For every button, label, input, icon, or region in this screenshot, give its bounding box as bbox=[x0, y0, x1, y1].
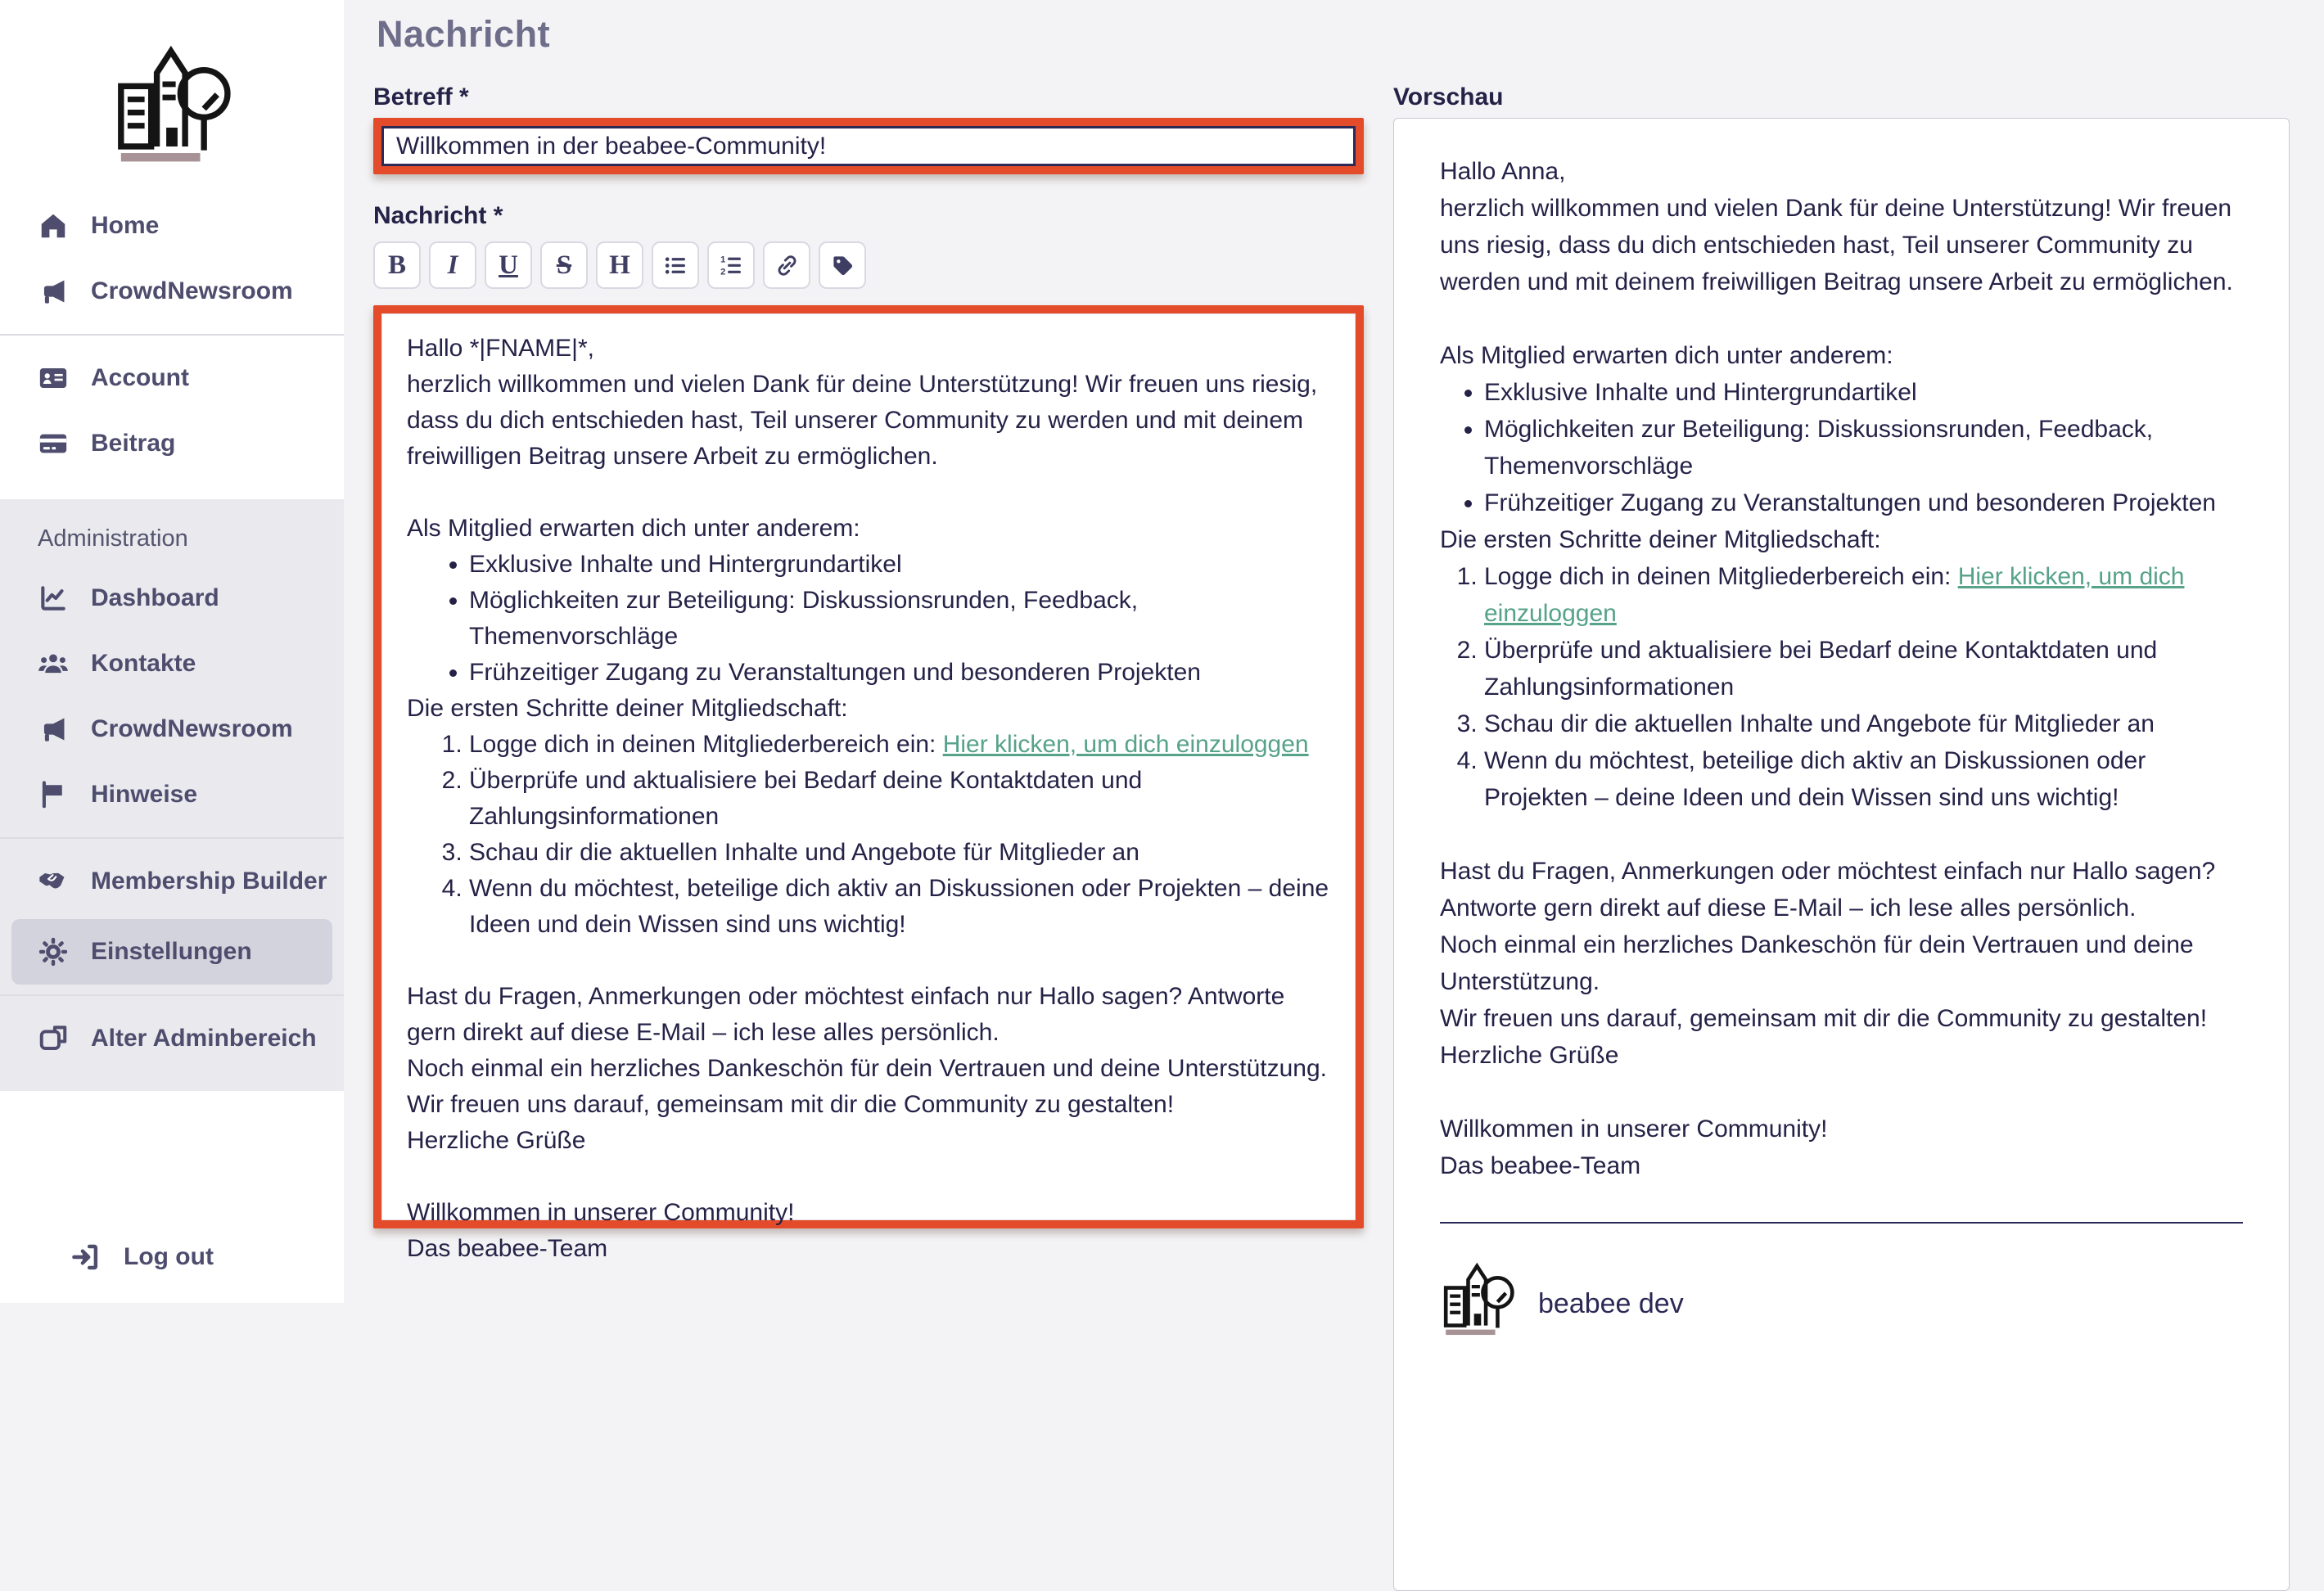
list-item bbox=[1484, 485, 2243, 521]
message-paragraph: Herzliche Grüße bbox=[1440, 1042, 1619, 1069]
sidebar-item-label: Kontakte bbox=[91, 650, 196, 677]
message-paragraph: Wir freuen uns darauf, gemeinsam mit dir die Community zu gestalten! bbox=[1440, 1005, 2208, 1032]
admin-section-label: Administration bbox=[38, 525, 188, 552]
preview-footer-divider bbox=[1440, 1222, 2243, 1224]
page-title: Nachricht bbox=[377, 13, 551, 55]
preview-card bbox=[1393, 118, 2290, 1591]
sidebar-item-einstellungen[interactable] bbox=[11, 919, 332, 985]
message-paragraph: Hast du Fragen, Anmerkungen oder möchtest einfach nur Hallo sagen? Antworte gern direkt auf diese E-Mail – ich lese alles persönlich. bbox=[407, 983, 1285, 1046]
bold-button[interactable] bbox=[373, 241, 421, 289]
chart-line-icon bbox=[38, 583, 69, 614]
list-item-text: Möglichkeiten zur Beteiligung: Diskussionsrunden, Feedback, Themenvorschläge bbox=[1484, 416, 2154, 480]
flag-icon bbox=[38, 779, 69, 810]
list-item bbox=[1484, 374, 2243, 411]
blank-line bbox=[407, 475, 1330, 511]
strikethrough-icon: S bbox=[556, 250, 572, 280]
sidebar bbox=[0, 0, 344, 1303]
sidebar-divider bbox=[0, 837, 344, 839]
tag-icon bbox=[830, 253, 855, 278]
list-item-text: Frühzeitiger Zugang zu Veranstaltungen und besonderen Projekten bbox=[469, 659, 1201, 686]
list-item bbox=[1484, 411, 2243, 485]
users-icon bbox=[38, 648, 69, 679]
admin-section bbox=[0, 499, 344, 1091]
sidebar-item-label: CrowdNewsroom bbox=[91, 715, 293, 742]
megaphone-icon bbox=[38, 276, 69, 307]
underline-button[interactable] bbox=[485, 241, 532, 289]
list-item-text: Schau dir die aktuellen Inhalte und Angebote für Mitglieder an bbox=[469, 839, 1139, 866]
sidebar-item-label: Account bbox=[91, 364, 189, 391]
message-paragraph: Noch einmal ein herzliches Dankeschön für dein Vertrauen und deine Unterstützung. bbox=[1440, 931, 2194, 995]
list-item-text: Logge dich in deinen Mitgliederbereich ein: bbox=[469, 731, 943, 758]
sidebar-item-label: Log out bbox=[124, 1243, 214, 1270]
list-item-text: Wenn du möchtest, beteilige dich aktiv an Diskussionen oder Projekten – deine Ideen und dein Wissen sind uns wichtig! bbox=[1484, 747, 2146, 811]
credit-card-icon bbox=[38, 428, 69, 459]
heading-icon: H bbox=[609, 250, 630, 280]
list-item-text: Überprüfe und aktualisiere bei Bedarf deine Kontaktdaten und Zahlungsinformationen bbox=[469, 767, 1143, 830]
list-item bbox=[1484, 742, 2243, 816]
message-editor[interactable] bbox=[381, 313, 1356, 1262]
sidebar-divider bbox=[0, 994, 344, 996]
list-item-text: Überprüfe und aktualisiere bei Bedarf deine Kontaktdaten und Zahlungsinformationen bbox=[1484, 637, 2158, 701]
list-ul-button[interactable] bbox=[652, 241, 699, 289]
list-item-text: Möglichkeiten zur Beteiligung: Diskussionsrunden, Feedback, Themenvorschläge bbox=[469, 587, 1139, 650]
sidebar-item-label: Hinweise bbox=[91, 781, 198, 808]
message-greeting: Hallo Anna, bbox=[1440, 158, 1566, 185]
list-ul-icon bbox=[663, 253, 688, 278]
sidebar-item-account[interactable] bbox=[0, 345, 344, 411]
sidebar-item-beitrag[interactable] bbox=[0, 411, 344, 476]
message-highlight-ring bbox=[373, 305, 1364, 1262]
sidebar-item-home[interactable] bbox=[0, 193, 344, 259]
link-button[interactable] bbox=[763, 241, 810, 289]
list-ol-button[interactable] bbox=[707, 241, 755, 289]
login-link[interactable]: Hier klicken, um dich einzuloggen bbox=[1484, 563, 2185, 627]
megaphone-icon bbox=[38, 714, 69, 745]
italic-icon: I bbox=[447, 250, 458, 280]
message-paragraph: Herzliche Grüße bbox=[407, 1127, 586, 1154]
bullet-list bbox=[1440, 374, 2243, 521]
subject-highlight-ring bbox=[373, 118, 1364, 174]
sidebar-item-hinweise[interactable] bbox=[0, 762, 344, 827]
list-item bbox=[469, 871, 1330, 943]
sidebar-item-membership-builder[interactable] bbox=[0, 849, 344, 914]
list-ol-icon bbox=[719, 253, 744, 278]
blank-line bbox=[407, 943, 1330, 979]
bullet-list bbox=[407, 547, 1330, 691]
underline-icon: U bbox=[499, 250, 518, 280]
list-item bbox=[469, 583, 1330, 655]
message-greeting: Hallo *|FNAME|*, bbox=[407, 335, 594, 362]
list-item-text: Schau dir die aktuellen Inhalte und Angebote für Mitglieder an bbox=[1484, 710, 2155, 737]
sidebar-item-label: Home bbox=[91, 212, 160, 239]
sidebar-divider bbox=[0, 334, 344, 336]
blank-line bbox=[1440, 816, 2243, 853]
preview-column bbox=[1393, 0, 2290, 1319]
message-paragraph: Willkommen in unserer Community! bbox=[407, 1199, 795, 1226]
tag-button[interactable] bbox=[819, 241, 866, 289]
sidebar-item-label: Dashboard bbox=[91, 584, 219, 611]
sidebar-item-alter-adminbereich[interactable] bbox=[0, 1006, 344, 1071]
id-card-icon bbox=[38, 363, 69, 394]
sidebar-item-dashboard[interactable] bbox=[0, 566, 344, 631]
numbered-list bbox=[1440, 558, 2243, 816]
beabee-logo bbox=[111, 41, 232, 165]
main-content bbox=[344, 0, 2324, 1319]
message-paragraph: Hast du Fragen, Anmerkungen oder möchtest einfach nur Hallo sagen? Antworte gern direkt auf diese E-Mail – ich lese alles persönlich. bbox=[1440, 858, 2216, 922]
sign-out-icon bbox=[70, 1242, 102, 1273]
list-item-text: Wenn du möchtest, beteilige dich aktiv an Diskussionen oder Projekten – deine Ideen und dein Wissen sind uns wichtig! bbox=[469, 875, 1329, 938]
svg-text:1: 1 bbox=[720, 255, 725, 265]
handshake-icon bbox=[38, 866, 69, 897]
door-icon bbox=[38, 1023, 69, 1054]
heading-button[interactable] bbox=[596, 241, 643, 289]
list-item-text: Exklusive Inhalte und Hintergrundartikel bbox=[1484, 379, 1917, 406]
svg-text:2: 2 bbox=[720, 267, 725, 277]
message-paragraph: herzlich willkommen und vielen Dank für deine Unterstützung! Wir freuen uns riesig, dass du dich entschieden hast, Teil unserer Community zu werden und mit deinem freiwilligen Beitrag unsere Arbeit zu ermöglichen. bbox=[407, 371, 1318, 470]
list-item bbox=[469, 547, 1330, 583]
sidebar-item-label: Membership Builder bbox=[91, 868, 327, 895]
sidebar-nav bbox=[0, 193, 344, 1091]
strikethrough-button[interactable] bbox=[540, 241, 588, 289]
home-icon bbox=[38, 210, 69, 241]
gear-icon bbox=[38, 936, 69, 967]
sidebar-item-label: CrowdNewsroom bbox=[91, 277, 293, 304]
message-label: Nachricht * bbox=[373, 202, 503, 229]
link-icon bbox=[774, 253, 800, 278]
beabee-logo bbox=[1440, 1260, 1515, 1348]
sidebar-item-crowdnewsroom[interactable] bbox=[0, 259, 344, 324]
list-item bbox=[1484, 705, 2243, 742]
list-item bbox=[469, 727, 1330, 763]
list-item bbox=[469, 763, 1330, 835]
sidebar-item-label: Alter Adminbereich bbox=[91, 1025, 317, 1052]
blank-line bbox=[1440, 300, 2243, 337]
subject-input[interactable] bbox=[381, 126, 1356, 166]
list-item bbox=[469, 835, 1330, 871]
list-item bbox=[1484, 632, 2243, 705]
preview-brand-name: beabee dev bbox=[1538, 1287, 1684, 1319]
message-paragraph: Die ersten Schritte deiner Mitgliedschaft: bbox=[407, 695, 848, 722]
message-paragraph: Das beabee-Team bbox=[1440, 1152, 1641, 1179]
blank-line bbox=[407, 1159, 1330, 1195]
message-paragraph: herzlich willkommen und vielen Dank für deine Unterstützung! Wir freuen uns riesig, dass du dich entschieden hast, Teil unserer Community zu werden und mit deinem freiwilligen Beitrag unsere Arbeit zu ermöglichen. bbox=[1440, 195, 2233, 295]
message-paragraph: Die ersten Schritte deiner Mitgliedschaft: bbox=[1440, 526, 1881, 553]
message-paragraph: Das beabee-Team bbox=[407, 1235, 608, 1262]
list-item-text: Exklusive Inhalte und Hintergrundartikel bbox=[469, 551, 902, 578]
message-paragraph: Wir freuen uns darauf, gemeinsam mit dir die Community zu gestalten! bbox=[407, 1091, 1175, 1118]
sidebar-item-crowdnewsroom[interactable] bbox=[0, 696, 344, 762]
message-paragraph: Als Mitglied erwarten dich unter anderem: bbox=[407, 515, 860, 542]
message-paragraph: Noch einmal ein herzliches Dankeschön für dein Vertrauen und deine Unterstützung. bbox=[407, 1055, 1328, 1082]
login-link[interactable]: Hier klicken, um dich einzuloggen bbox=[942, 731, 1309, 758]
message-editor-column bbox=[373, 0, 1364, 1303]
richtext-toolbar bbox=[373, 241, 1364, 289]
subject-label: Betreff * bbox=[373, 83, 469, 110]
bold-icon: B bbox=[387, 250, 406, 280]
sidebar-item-log-out[interactable] bbox=[33, 1224, 344, 1290]
list-item-text: Frühzeitiger Zugang zu Veranstaltungen und besonderen Projekten bbox=[1484, 489, 2216, 516]
list-item bbox=[469, 655, 1330, 691]
numbered-list bbox=[407, 727, 1330, 943]
blank-line bbox=[1440, 1074, 2243, 1111]
message-paragraph: Als Mitglied erwarten dich unter anderem: bbox=[1440, 342, 1893, 369]
sidebar-item-label: Beitrag bbox=[91, 430, 176, 457]
sidebar-item-kontakte[interactable] bbox=[0, 631, 344, 696]
message-paragraph: Willkommen in unserer Community! bbox=[1440, 1116, 1828, 1143]
list-item bbox=[1484, 558, 2243, 632]
list-item-text: Logge dich in deinen Mitgliederbereich ein: bbox=[1484, 563, 1958, 590]
sidebar-item-label: Einstellungen bbox=[91, 938, 252, 965]
italic-button[interactable] bbox=[429, 241, 476, 289]
preview-label: Vorschau bbox=[1393, 83, 1504, 110]
preview-footer bbox=[1440, 1260, 2243, 1348]
